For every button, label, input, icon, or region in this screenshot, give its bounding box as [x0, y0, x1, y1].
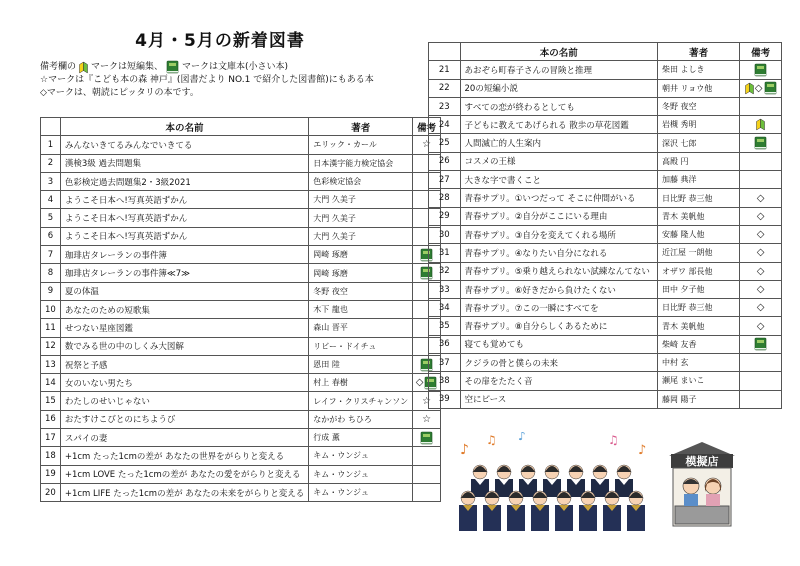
book-title: ようこそ日本へ!写真英語ずかん	[60, 191, 308, 209]
table-row	[41, 209, 441, 227]
book-author: 青木 美帆他	[658, 207, 740, 225]
book-number: 25	[429, 134, 461, 152]
table-row	[41, 136, 441, 154]
book-number: 26	[429, 152, 461, 170]
book-author: 瀬尾 まいこ	[658, 372, 740, 390]
table-row	[429, 262, 782, 280]
book-author: 行成 薫	[309, 429, 413, 447]
book-note	[740, 189, 782, 207]
header-note: 備考	[413, 118, 441, 136]
table-row	[429, 134, 782, 152]
book-note	[740, 317, 782, 335]
book-number: 35	[429, 317, 461, 335]
book-title: 数でみる世の中のしくみ大図解	[60, 337, 308, 355]
book-author: 田中 夕子他	[658, 280, 740, 298]
book-number: 32	[429, 262, 461, 280]
book-note	[740, 116, 782, 134]
table-row	[41, 429, 441, 447]
book-title: 20の短編小説	[460, 79, 658, 97]
diamond-mark-icon: ◇	[415, 377, 424, 389]
book-author: 朝井 リョウ他	[658, 79, 740, 97]
book-note	[740, 207, 782, 225]
table-row	[429, 317, 782, 335]
book-number: 18	[41, 447, 61, 465]
book-title: +1cm たった1cmの差が あなたの世界をがらりと変える	[60, 447, 308, 465]
paperback-book-icon	[764, 81, 777, 95]
book-number: 28	[429, 189, 461, 207]
shop-stall-illustration	[667, 440, 737, 530]
book-note	[740, 335, 782, 353]
book-note	[740, 61, 782, 79]
table-row	[41, 227, 441, 245]
star-mark-icon: ☆	[422, 395, 432, 407]
header-no	[429, 43, 461, 61]
book-number: 39	[429, 390, 461, 408]
table-row	[429, 299, 782, 317]
book-number: 23	[429, 97, 461, 115]
book-author: 柴崎 友香	[658, 335, 740, 353]
table-row	[41, 300, 441, 318]
book-note	[740, 280, 782, 298]
book-author: 木下 龍也	[309, 300, 413, 318]
table-row	[429, 207, 782, 225]
book-author: 柴田 よしき	[658, 61, 740, 79]
book-number: 2	[41, 154, 61, 172]
book-number: 22	[429, 79, 461, 97]
book-author: 森山 晋平	[309, 319, 413, 337]
book-title: 空にピース	[460, 390, 658, 408]
page-title: 4月・5月の新着図書	[135, 31, 305, 51]
book-title: 人間滅亡的人生案内	[460, 134, 658, 152]
book-number: 6	[41, 227, 61, 245]
book-number: 7	[41, 246, 61, 264]
book-title: あなたのための短歌集	[60, 300, 308, 318]
book-note	[413, 465, 441, 483]
book-author: 中村 玄	[658, 354, 740, 372]
paperback-book-icon	[754, 63, 767, 77]
book-title: 珈琲店タレーランの事件簿	[60, 246, 308, 264]
book-author: 高殿 円	[658, 152, 740, 170]
left-table-body	[41, 136, 441, 502]
book-author: キム・ウンジュ	[309, 465, 413, 483]
book-number: 34	[429, 299, 461, 317]
diamond-mark-icon: ◇	[756, 302, 765, 314]
book-author: 藤岡 陽子	[658, 390, 740, 408]
table-row	[429, 280, 782, 298]
svg-text:♪: ♪	[518, 432, 526, 443]
table-row	[41, 447, 441, 465]
book-note	[740, 390, 782, 408]
diamond-mark-icon: ◇	[754, 82, 763, 94]
table-row	[41, 392, 441, 410]
book-note	[740, 299, 782, 317]
shop-sign: 模擬店	[685, 455, 719, 468]
book-number: 37	[429, 354, 461, 372]
book-author: 恩田 陸	[309, 355, 413, 373]
book-note	[740, 79, 782, 97]
header-note: 備考	[740, 43, 782, 61]
table-row	[41, 246, 441, 264]
book-note	[413, 410, 441, 428]
beginner-leaf-icon	[756, 118, 765, 131]
book-number: 38	[429, 372, 461, 390]
book-note	[740, 171, 782, 189]
legend-mid: マークは短編集、	[91, 61, 164, 72]
book-title: コスメの王様	[460, 152, 658, 170]
book-number: 14	[41, 374, 61, 392]
svg-text:♫: ♫	[608, 433, 619, 447]
star-mark-icon: ☆	[422, 139, 432, 151]
book-title: みんないきてるみんなでいきてる	[60, 136, 308, 154]
book-author: 青木 美帆他	[658, 317, 740, 335]
book-title: +1cm LOVE たった1cmの差が あなたの愛をがらりと変える	[60, 465, 308, 483]
legend-prefix: 備考欄の	[40, 61, 77, 72]
table-row	[429, 61, 782, 79]
book-author: 岡崎 琢磨	[309, 246, 413, 264]
book-number: 17	[41, 429, 61, 447]
book-number: 5	[41, 209, 61, 227]
table-row	[429, 390, 782, 408]
book-note	[413, 429, 441, 447]
book-number: 20	[41, 483, 61, 501]
book-number: 1	[41, 136, 61, 154]
table-row	[41, 374, 441, 392]
book-number: 8	[41, 264, 61, 282]
svg-text:♪: ♪	[460, 442, 469, 458]
table-row	[41, 483, 441, 501]
header-title: 本の名前	[60, 118, 308, 136]
diamond-mark-icon: ◇	[756, 320, 765, 332]
diamond-mark-icon: ◇	[756, 284, 765, 295]
table-row	[41, 264, 441, 282]
table-row	[429, 354, 782, 372]
book-number: 30	[429, 225, 461, 243]
diamond-mark-icon: ◇	[756, 247, 765, 259]
book-number: 15	[41, 392, 61, 410]
table-header-row	[429, 43, 782, 61]
choir-illustration	[458, 432, 658, 532]
book-author: 安藤 隆人他	[658, 225, 740, 243]
book-title: 女のいない男たち	[60, 374, 308, 392]
table-row	[41, 355, 441, 373]
book-author: キム・ウンジュ	[309, 483, 413, 501]
book-title: 夏の体温	[60, 282, 308, 300]
book-note	[740, 262, 782, 280]
legend-line-3: ◇マークは、朝読にピッタリの本です。	[40, 88, 199, 98]
header-author: 著者	[658, 43, 740, 61]
book-title: 祝祭と予感	[60, 355, 308, 373]
book-title: 珈琲店タレーランの事件簿≪7≫	[60, 264, 308, 282]
book-title: クジラの骨と僕らの未来	[460, 354, 658, 372]
book-title: 青春サプリ。⑧自分らしくあるために	[460, 317, 658, 335]
book-title: ようこそ日本へ!写真英語ずかん	[60, 209, 308, 227]
diamond-mark-icon: ◇	[756, 229, 765, 241]
table-row	[429, 372, 782, 390]
book-note	[740, 152, 782, 170]
book-author: 色彩検定協会	[309, 172, 413, 190]
diamond-mark-icon: ◇	[756, 210, 765, 222]
book-author: 大門 久美子	[309, 227, 413, 245]
book-author: 冬野 夜空	[309, 282, 413, 300]
book-author: なかがわ ちひろ	[309, 410, 413, 428]
book-number: 36	[429, 335, 461, 353]
book-title: 青春サプリ。⑦この一瞬にすべてを	[460, 299, 658, 317]
book-number: 27	[429, 171, 461, 189]
book-title: 色彩検定過去問題集2・3級2021	[60, 172, 308, 190]
paperback-book-icon	[754, 136, 767, 150]
book-title: 子どもに教えてあげられる 散歩の草花図鑑	[460, 116, 658, 134]
book-author: 岡崎 琢磨	[309, 264, 413, 282]
music-note-icon	[460, 432, 646, 458]
book-author: 日比野 恭三他	[658, 189, 740, 207]
book-title: あおぞら町春子さんの冒険と推理	[460, 61, 658, 79]
svg-text:♪: ♪	[638, 443, 647, 458]
book-note	[740, 97, 782, 115]
book-number: 12	[41, 337, 61, 355]
legend-suffix: マークは文庫本(小さい本)	[182, 61, 289, 72]
book-note	[413, 483, 441, 501]
book-title: 寝ても覚めても	[460, 335, 658, 353]
beginner-leaf-icon	[745, 82, 754, 95]
table-header-row	[41, 118, 441, 136]
book-title: おたすけこびとのにちようび	[60, 410, 308, 428]
table-row	[41, 172, 441, 190]
table-row	[429, 79, 782, 97]
book-author: 日比野 恭三他	[658, 299, 740, 317]
table-row	[429, 152, 782, 170]
book-author: 大門 久美子	[309, 209, 413, 227]
book-title: せつない星座図鑑	[60, 319, 308, 337]
table-row	[429, 97, 782, 115]
legend-line-2: ☆マークは『こども本の森 神戸』(図書だより NO.1 で紹介した図書館)にもある本	[40, 75, 374, 85]
book-author: レイフ・クリスチャンソン	[309, 392, 413, 410]
book-number: 10	[41, 300, 61, 318]
book-note	[740, 134, 782, 152]
book-number: 31	[429, 244, 461, 262]
book-author: 大門 久美子	[309, 191, 413, 209]
table-row	[41, 319, 441, 337]
book-title: 大きな字で書くこと	[460, 171, 658, 189]
book-table-right	[428, 42, 782, 409]
table-row	[429, 335, 782, 353]
book-title: ようこそ日本へ!写真英語ずかん	[60, 227, 308, 245]
book-author: エリック・カール	[309, 136, 413, 154]
book-author: 村上 春樹	[309, 374, 413, 392]
book-number: 33	[429, 280, 461, 298]
diamond-mark-icon: ◇	[756, 192, 765, 204]
book-note	[740, 244, 782, 262]
table-row	[41, 410, 441, 428]
book-title: わたしのせいじゃない	[60, 392, 308, 410]
book-title: スパイの妻	[60, 429, 308, 447]
book-title: 青春サプリ。①いつだって そこに仲間がいる	[460, 189, 658, 207]
svg-text:♫: ♫	[486, 433, 497, 447]
book-number: 21	[429, 61, 461, 79]
legend	[40, 60, 400, 100]
table-row	[41, 465, 441, 483]
book-author: 加藤 典洋	[658, 171, 740, 189]
table-row	[429, 171, 782, 189]
legend-line-1	[40, 60, 400, 74]
book-note	[413, 447, 441, 465]
right-table-body	[429, 61, 782, 409]
book-table-left	[40, 117, 441, 502]
table-row	[429, 116, 782, 134]
book-title: 漢検3級 過去問題集	[60, 154, 308, 172]
book-number: 9	[41, 282, 61, 300]
book-title: すべての恋が終わるとしても	[460, 97, 658, 115]
book-title: 青春サプリ。④なりたい自分になれる	[460, 244, 658, 262]
beginner-leaf-icon	[79, 61, 88, 74]
book-number: 13	[41, 355, 61, 373]
book-number: 19	[41, 465, 61, 483]
book-author: オザワ 部長他	[658, 262, 740, 280]
diamond-mark-icon: ◇	[756, 265, 765, 277]
book-title: その扉をたたく音	[460, 372, 658, 390]
book-author: 近江屋 一朗他	[658, 244, 740, 262]
book-author: 冬野 夜空	[658, 97, 740, 115]
book-note	[740, 225, 782, 243]
book-author: キム・ウンジュ	[309, 447, 413, 465]
paperback-book-icon	[166, 60, 179, 74]
book-author: リビー・ドイチュ	[309, 337, 413, 355]
book-number: 29	[429, 207, 461, 225]
book-number: 11	[41, 319, 61, 337]
table-row	[429, 189, 782, 207]
book-number: 24	[429, 116, 461, 134]
star-mark-icon: ☆	[422, 413, 432, 425]
paperback-book-icon	[420, 431, 433, 445]
book-number: 16	[41, 410, 61, 428]
table-row	[429, 225, 782, 243]
table-row	[41, 191, 441, 209]
header-author: 著者	[309, 118, 413, 136]
book-number: 4	[41, 191, 61, 209]
book-title: 青春サプリ。⑤乗り越えられない試練なんてない	[460, 262, 658, 280]
book-author: 深沢 七郎	[658, 134, 740, 152]
table-row	[41, 337, 441, 355]
header-title: 本の名前	[460, 43, 658, 61]
book-author: 岩槻 秀明	[658, 116, 740, 134]
book-title: +1cm LIFE たった1cmの差が あなたの未来をがらりと変える	[60, 483, 308, 501]
table-row	[41, 154, 441, 172]
book-note	[740, 372, 782, 390]
header-no	[41, 118, 61, 136]
table-row	[429, 244, 782, 262]
paperback-book-icon	[754, 337, 767, 351]
book-author: 日本漢字能力検定協会	[309, 154, 413, 172]
book-title: 青春サプリ。②自分がここにいる理由	[460, 207, 658, 225]
table-row	[41, 282, 441, 300]
book-note	[740, 354, 782, 372]
book-title: 青春サプリ。⑥好きだから負けたくない	[460, 280, 658, 298]
book-title: 青春サプリ。③自分を変えてくれる場所	[460, 225, 658, 243]
book-number: 3	[41, 172, 61, 190]
